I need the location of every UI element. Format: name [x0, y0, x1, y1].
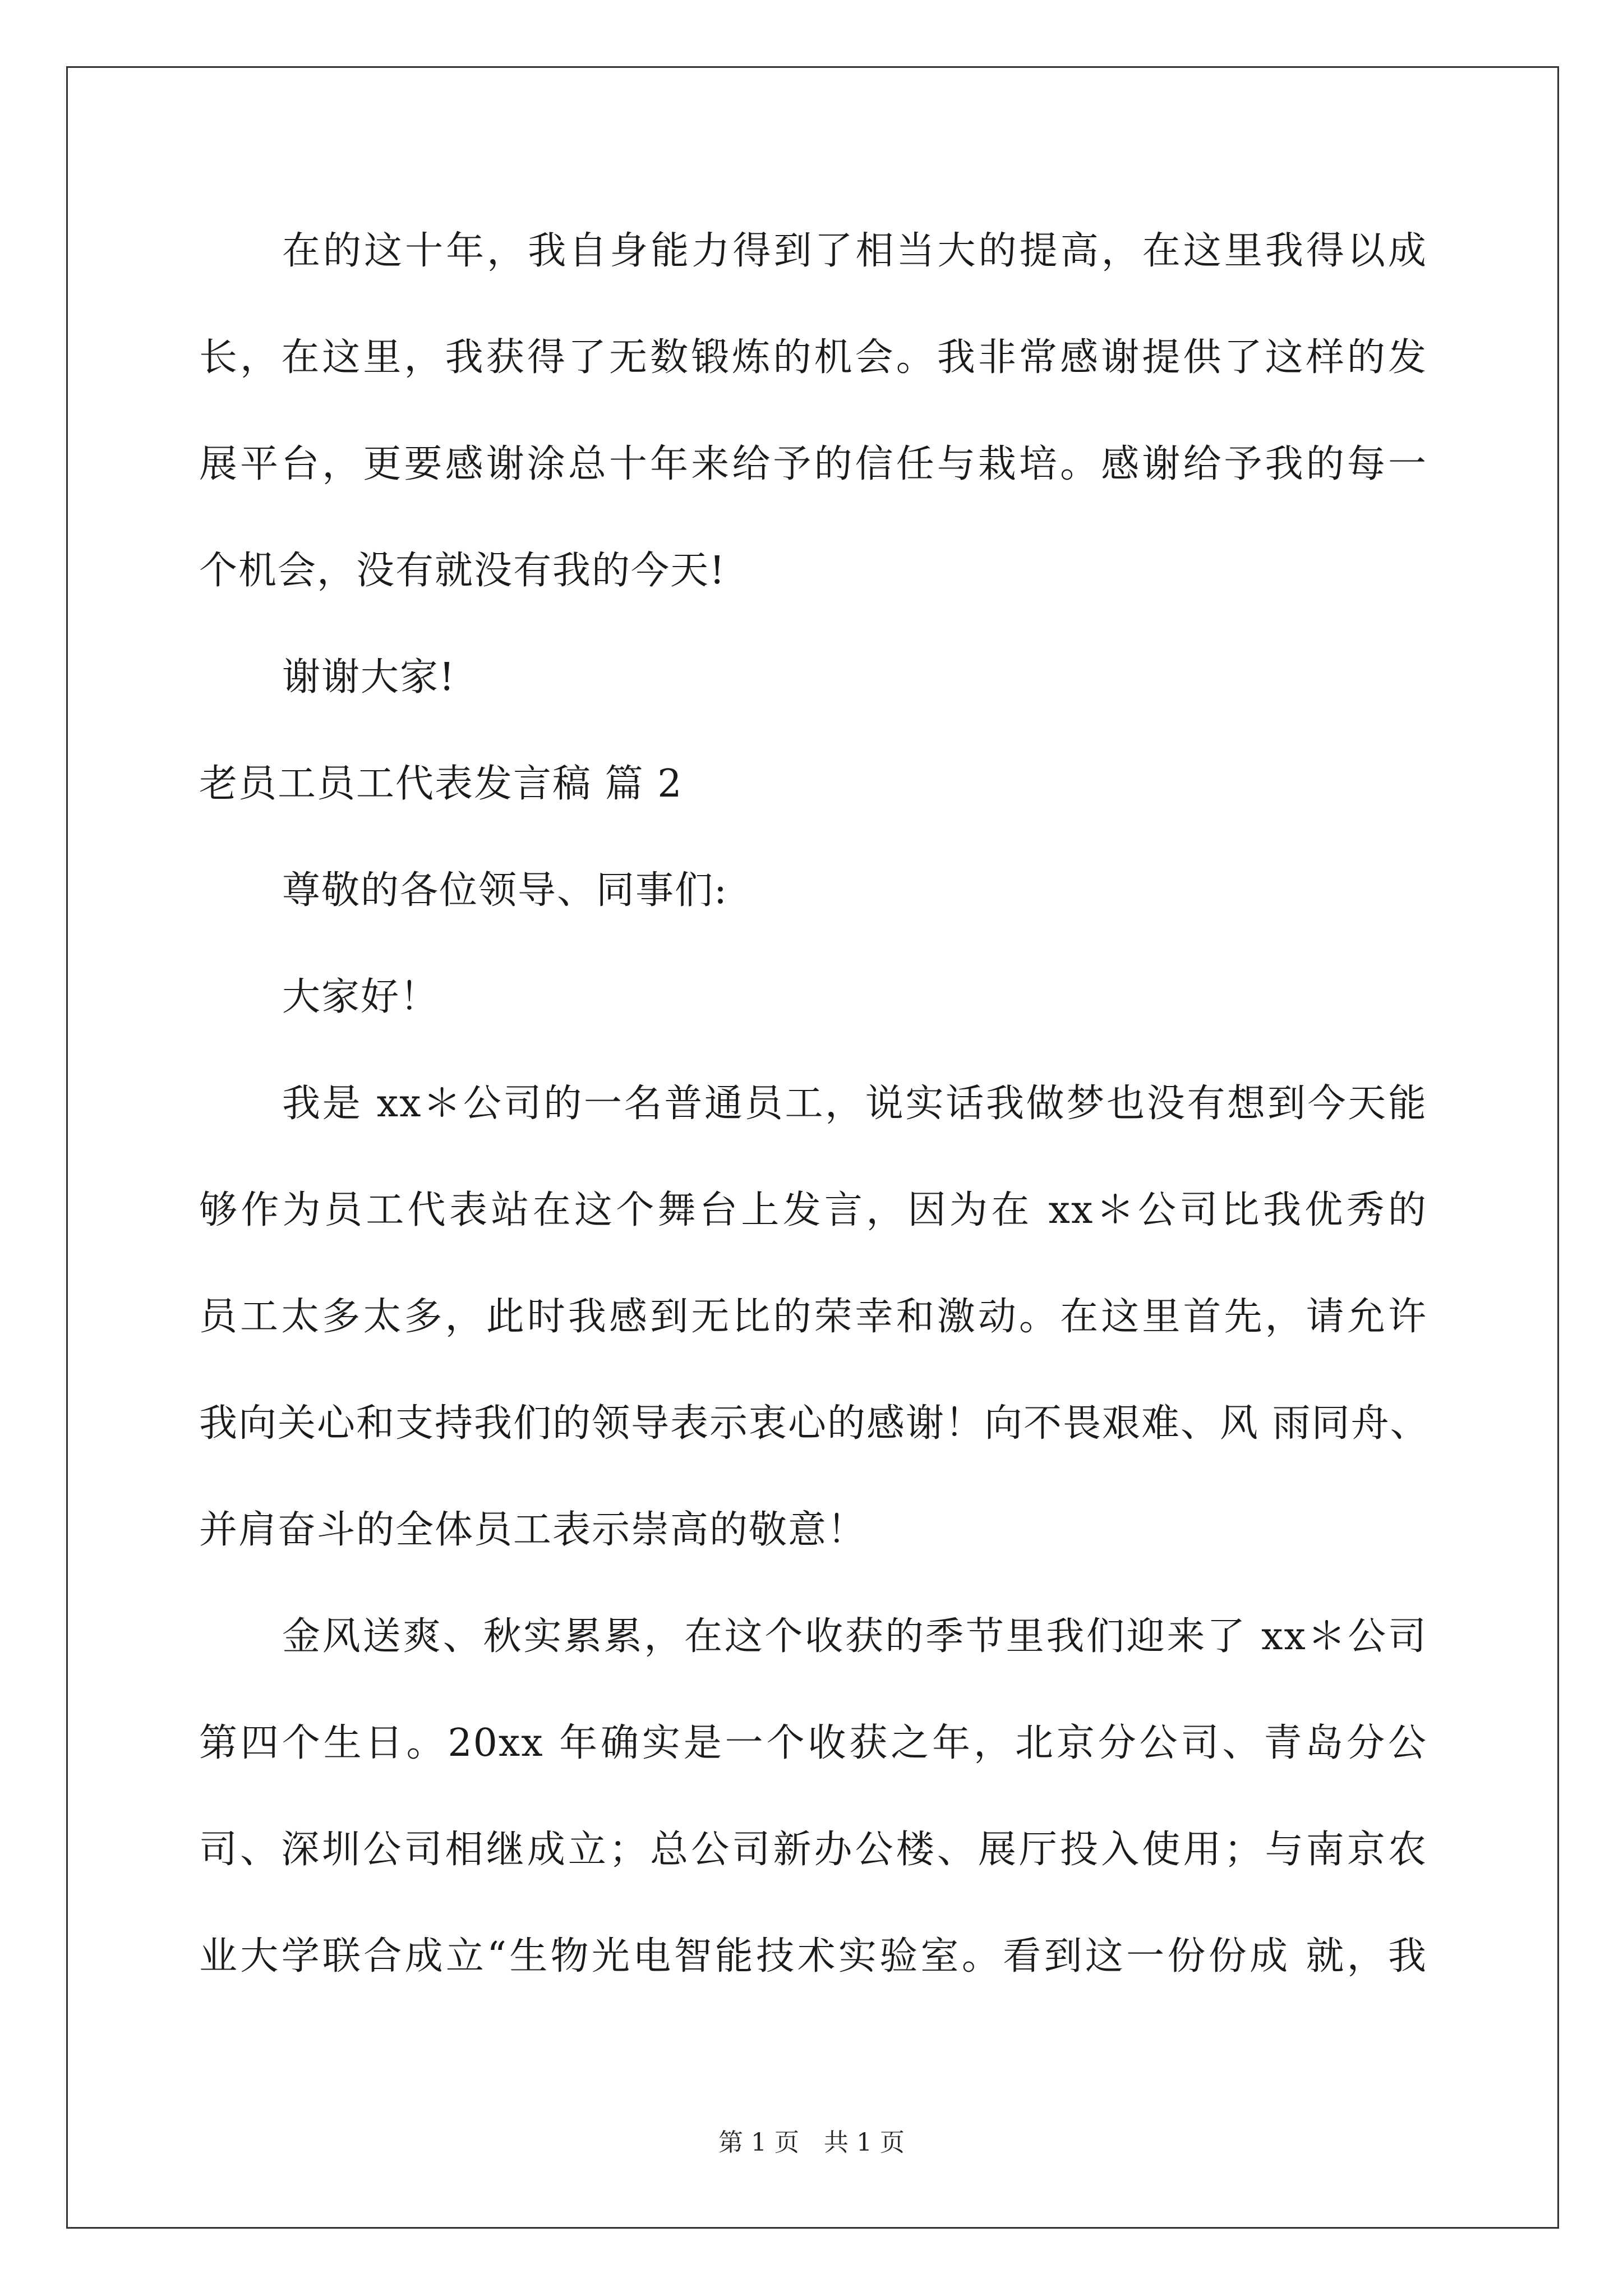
- salutation: 尊敬的各位领导、同事们:: [282, 868, 728, 913]
- page-border: [66, 66, 1559, 2229]
- text-line: 长，在这里，我获得了无数锻炼的机会。我非常感谢提供了这样的发: [199, 335, 1427, 380]
- greeting: 大家好！: [282, 975, 440, 1019]
- page-footer: 第 1 页 共 1 页: [718, 2128, 905, 2157]
- section-heading: 老员工员工代表发言稿 篇 2: [199, 762, 683, 806]
- text-line: 展平台，更要感谢涂总十年来给予的信任与栽培。感谢给予我的每一: [199, 442, 1427, 486]
- text-line: 在的这十年，我自身能力得到了相当大的提高，在这里我得以成: [282, 229, 1427, 273]
- text-line: 我向关心和支持我们的领导表示衷心的感谢！向不畏艰难、风 雨同舟、: [199, 1401, 1430, 1446]
- text-line: 员工太多太多，此时我感到无比的荣幸和激动。在这里首先，请允许: [199, 1295, 1427, 1339]
- text-line: 司、深圳公司相继成立；总公司新办公楼、展厅投入使用；与南京农: [199, 1828, 1427, 1872]
- text-line: 第四个生日。20xx 年确实是一个收获之年，北京分公司、青岛分公: [199, 1721, 1427, 1765]
- text-line: 并肩奋斗的全体员工表示崇高的敬意！: [199, 1508, 867, 1552]
- text-line: 够作为员工代表站在这个舞台上发言，因为在 xx＊公司比我优秀的: [199, 1188, 1427, 1232]
- text-line: 我是 xx＊公司的一名普通员工，说实话我做梦也没有想到今天能: [282, 1082, 1427, 1126]
- text-line: 业大学联合成立“生物光电智能技术实验室。看到这一份份成 就，我: [199, 1934, 1427, 1978]
- text-line: 个机会，没有就没有我的今天!: [199, 549, 726, 593]
- text-line: 金风送爽、秋实累累，在这个收获的季节里我们迎来了 xx＊公司: [282, 1614, 1427, 1659]
- text-line: 谢谢大家!: [282, 655, 456, 700]
